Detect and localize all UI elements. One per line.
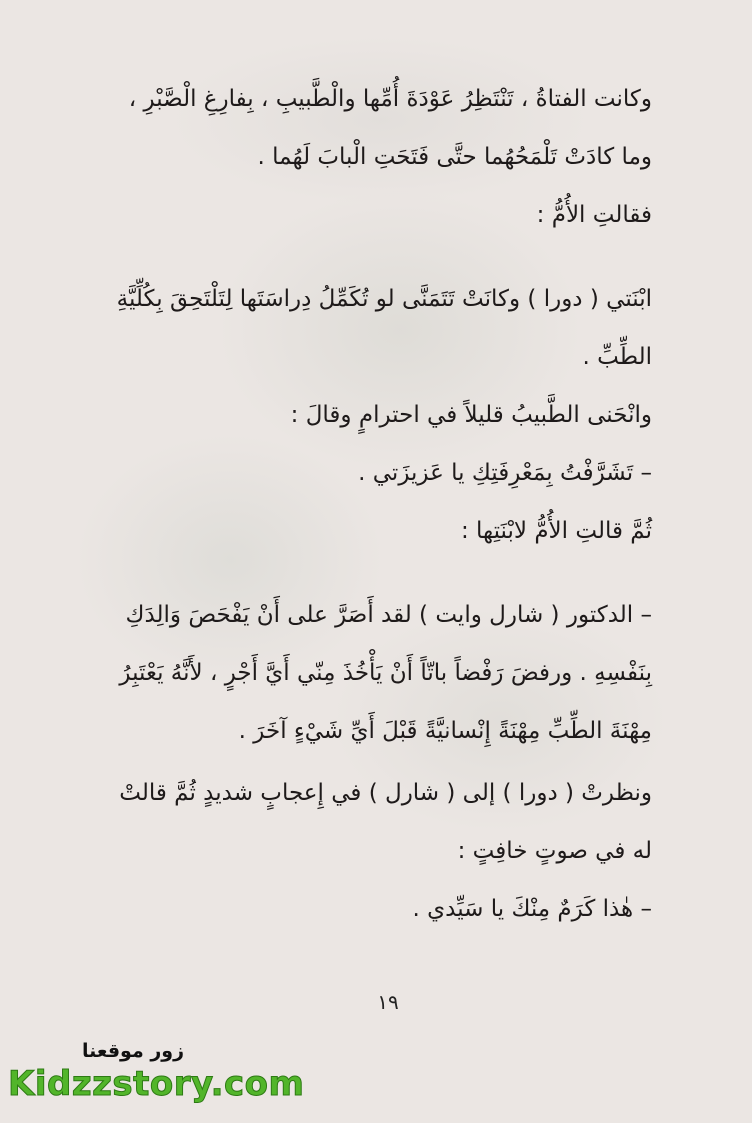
- paragraph-doctor-bowed: وانْحَنى الطَّبيبُ قليلاً في احترامٍ وقالَ :: [290, 402, 652, 428]
- dialogue-dora-thanks: – هٰذا كَرَمٌ مِنْكَ يا سَيِّدي .: [412, 896, 652, 922]
- paragraph-gap: [112, 244, 652, 270]
- paragraph-mother-said: فقالتِ الأُمُّ :: [536, 202, 652, 228]
- watermark-arabic-text: زور موقعنا: [82, 1040, 185, 1062]
- site-watermark: [8, 1040, 305, 1120]
- paragraph-gap: [112, 560, 652, 586]
- paragraph-dora-looked: ونظرتْ ( دورا ) إلى ( شارل ) في إِعجابٍ شديدٍ ثُمَّ قالتْ له في صوتٍ خافِتٍ :: [119, 780, 652, 864]
- dialogue-mother-about-doctor: – الدكتور ( شارل وايت ) لقد أَصَرَّ على أَنْ يَفْحَصَ وَالِدَكِ بِنَفْسِهِ . ورفضَ رَفْضاً باتّاً أَنْ يَأْخُذَ مِنّي أَيَّ أَجْرٍ ، لأَنَّهُ يَعْتَبِرُ مِهْنَةَ الطِّبِّ مِهْنَةً إِنْسانيَّةً قَبْلَ أَيِّ شَيْءٍ آخَرَ .: [119, 602, 652, 744]
- story-text: [112, 70, 652, 938]
- watermark-site-name: Kidzzstory.com: [8, 1064, 305, 1104]
- paragraph-girl-waiting: وكانت الفتاةُ ، تَنْتَظِرُ عَوْدَةَ أُمِّها والْطَّبيبِ ، بِفارِغِ الْصَّبْرِ ، وما كادَتْ تَلْمَحُهُما حتَّى فَتَحَتِ الْبابَ لَهُما .: [128, 86, 652, 170]
- page-number: ١٩: [377, 990, 399, 1014]
- dialogue-doctor-honored: – تَشَرَّفْتُ بِمَعْرِفَتِكِ يا عَزيزَتي .: [358, 460, 652, 486]
- paragraph-daughter-intro: ابْنَتي ( دورا ) وكانَتْ تَتَمَنَّى لو تُكَمِّلُ دِراسَتَها لِتَلْتَحِقَ بِكُلِّيَّةِ الطِّبِّ .: [116, 286, 652, 370]
- paragraph-mother-to-daughter: ثُمَّ قالتِ الأُمُّ لابْنَتِها :: [460, 518, 652, 544]
